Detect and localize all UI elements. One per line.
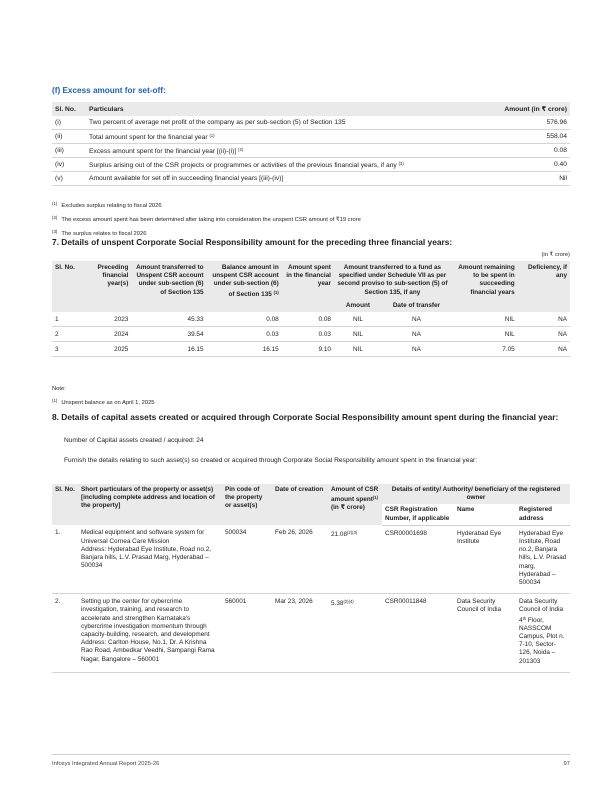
header-balance bbox=[207, 261, 282, 312]
header-entity: Details of entity/ Authority/ beneficiary of the registered owner bbox=[382, 484, 570, 504]
cell-particulars bbox=[78, 525, 222, 593]
footnote-text: The excess amount spent has been determined after taking into consideration the unspent CSR amount of ₹19 crore bbox=[61, 217, 361, 223]
header-registered-address: Registered address bbox=[516, 504, 570, 525]
particulars-text: Surplus arising out of the CSR projects or programmes or activities of the previous financial years, if any bbox=[89, 161, 397, 169]
table-row bbox=[52, 130, 570, 144]
header-particulars: Particulars bbox=[86, 102, 485, 116]
capital-assets-count: Number of Capital assets created / acquired: 24 bbox=[64, 437, 204, 444]
cell-date: Feb 26, 2026 bbox=[272, 525, 328, 593]
header-amount bbox=[328, 484, 382, 525]
cell-particulars bbox=[78, 594, 222, 673]
footnote-text: The surplus relates to fiscal 2026 bbox=[61, 231, 147, 237]
cell-particulars bbox=[86, 130, 485, 144]
cell-fund-amount: NIL bbox=[334, 312, 382, 327]
cell-sl: 3 bbox=[52, 342, 81, 357]
cell-balance: 0.03 bbox=[207, 327, 282, 342]
header-amount: Amount (in ₹ crore) bbox=[485, 102, 570, 116]
header-balance-sup: (1) bbox=[273, 289, 279, 295]
footnote bbox=[52, 198, 361, 212]
cell-deficiency: NA bbox=[518, 312, 570, 327]
cell-spent: 0.03 bbox=[282, 327, 334, 342]
footnote-text: Excludes surplus relating to fiscal 2026 bbox=[61, 203, 162, 209]
cell-particulars bbox=[86, 116, 485, 130]
table-row bbox=[52, 327, 570, 342]
cell-pin: 560001 bbox=[222, 594, 272, 673]
cell-amount: 558.04 bbox=[485, 130, 570, 144]
cell-remaining: NIL bbox=[451, 327, 518, 342]
table-row bbox=[52, 116, 570, 130]
table-header-row bbox=[52, 484, 570, 504]
amount-footnote-mark: (2)(3) bbox=[347, 530, 358, 536]
address-part: Data Security Council of India 4 bbox=[519, 598, 564, 624]
asset-description: Medical equipment and software system for Universal Cornea Care Mission bbox=[81, 529, 205, 545]
cell-spent: 0.08 bbox=[282, 312, 334, 327]
cell-sl-no: (i) bbox=[52, 116, 86, 130]
cell-sl-no: 1. bbox=[52, 525, 78, 593]
cell-amount: 0.08 bbox=[485, 144, 570, 158]
table-row bbox=[52, 594, 570, 673]
section-8-title: 8. Details of capital assets created or acquired through Corporate Social Responsibility amount spent during the financial year: bbox=[52, 412, 559, 422]
cell-name: Hyderabad Eye Institute bbox=[454, 525, 516, 593]
footnote-mark: (2) bbox=[52, 215, 58, 220]
footnote bbox=[52, 212, 361, 226]
header-balance-text: Balance amount in unspent CSR account under sub-section (6) of Section 135 bbox=[212, 264, 279, 298]
header-sl-no: Sl. No. bbox=[52, 484, 78, 525]
table-row bbox=[52, 144, 570, 158]
cell-sl: 2 bbox=[52, 327, 81, 342]
particulars-text: Excess amount spent for the financial year [(ii)-(i)] bbox=[89, 147, 237, 155]
cell-sl-no: (v) bbox=[52, 172, 86, 186]
header-csr-reg: CSR Registration Number, if applicable bbox=[382, 504, 454, 525]
table-row bbox=[52, 312, 570, 327]
cell-transferred: 39.54 bbox=[131, 327, 206, 342]
cell-pin: 500034 bbox=[222, 525, 272, 593]
excess-amount-table bbox=[52, 102, 570, 186]
section-f-title: (f) Excess amount for set-off: bbox=[52, 86, 166, 95]
cell-amount bbox=[328, 594, 382, 673]
section-f-footnotes bbox=[52, 198, 361, 240]
particulars-text: Two percent of average net profit of the company as per sub-section (5) of Section 135 bbox=[89, 119, 346, 126]
footer-page-number: 97 bbox=[563, 761, 570, 767]
amount-footnote-mark: (2)(4) bbox=[343, 599, 354, 605]
cell-transferred: 45.33 bbox=[131, 312, 206, 327]
particulars-footnote-mark: (3) bbox=[398, 160, 404, 166]
table-row bbox=[52, 158, 570, 172]
cell-csr-reg: CSR00011848 bbox=[382, 594, 454, 673]
cell-sl-no: 2. bbox=[52, 594, 78, 673]
note-mark: (1) bbox=[52, 398, 58, 403]
particulars-text: Total amount spent for the financial year bbox=[89, 133, 208, 141]
amount-value: 5.38 bbox=[331, 600, 344, 608]
cell-remaining: NIL bbox=[451, 312, 518, 327]
header-amount-text: Amount of CSR amount spent bbox=[331, 486, 379, 504]
footnote-mark: (3) bbox=[52, 229, 58, 234]
cell-deficiency: NA bbox=[518, 342, 570, 357]
capital-assets-table bbox=[52, 484, 570, 673]
header-spent: Amount spent in the financial year bbox=[282, 261, 334, 312]
cell-deficiency: NA bbox=[518, 327, 570, 342]
cell-balance: 16.15 bbox=[207, 342, 282, 357]
cell-remaining: 7.05 bbox=[451, 342, 518, 357]
footer-report-title: Infosys Integrated Annual Report 2025-26 bbox=[52, 761, 160, 767]
cell-date: Mar 23, 2026 bbox=[272, 594, 328, 673]
address-part: Floor, NASSCOM Campus, Plot n. 7-10, Sector-126, Noida – 201303 bbox=[519, 616, 565, 665]
cell-transferred: 16.15 bbox=[131, 342, 206, 357]
cell-balance: 0.08 bbox=[207, 312, 282, 327]
cell-fund-amount: NIL bbox=[334, 327, 382, 342]
cell-fund-amount: NIL bbox=[334, 342, 382, 357]
cell-amount: Nil bbox=[485, 172, 570, 186]
header-fund-amount: Amount bbox=[334, 300, 382, 312]
footnote-mark: (1) bbox=[52, 201, 58, 206]
cell-year: 2025 bbox=[81, 342, 131, 357]
note-line bbox=[52, 395, 155, 409]
particulars-footnote-mark: (2) bbox=[238, 146, 244, 152]
section-7-title: 7. Details of unspent Corporate Social Responsibility amount for the preceding three financial years: bbox=[52, 237, 453, 247]
table-row bbox=[52, 342, 570, 357]
cell-fund-date: NA bbox=[382, 312, 451, 327]
section-7-note bbox=[52, 384, 155, 409]
header-fund: Amount transferred to a fund as specified under Schedule VII as per second proviso to sub-section (5) of Section 135, if any bbox=[334, 261, 451, 300]
note-label: Note: bbox=[52, 386, 66, 392]
cell-particulars bbox=[86, 144, 485, 158]
header-particulars: Short particulars of the property or asset(s) [including complete address and location of the property] bbox=[78, 484, 222, 525]
header-date: Date of creation bbox=[272, 484, 328, 525]
cell-registered-address bbox=[516, 594, 570, 673]
header-deficiency: Deficiency, if any bbox=[518, 261, 570, 312]
table-row bbox=[52, 525, 570, 593]
asset-description: Setting up the center for cybercrime investigation, training, and research to accelerate and strengthen Karnataka's cybercrime investigation momentum through capacity-building, research, and development bbox=[81, 598, 210, 639]
header-amount-unit: (in ₹ crore) bbox=[331, 504, 365, 512]
cell-amount bbox=[328, 525, 382, 593]
particulars-text: Amount available for set off in succeeding financial years [(iii)-(iv)] bbox=[89, 175, 284, 182]
cell-fund-date: NA bbox=[382, 327, 451, 342]
table-header-row bbox=[52, 102, 570, 116]
cell-spent: 9.10 bbox=[282, 342, 334, 357]
footer-divider bbox=[52, 754, 570, 755]
header-remaining: Amount remaining to be spent in succeeding financial years bbox=[451, 261, 518, 312]
cell-sl-no: (iii) bbox=[52, 144, 86, 158]
header-fund-date: Date of transfer bbox=[382, 300, 451, 312]
capital-assets-details-intro: Furnish the details relating to such asset(s) so created or acquired through Corporate Social Responsibility amount spent in the financial year: bbox=[64, 457, 478, 464]
header-transferred: Amount transferred to Unspent CSR account under sub-section (6) of Section 135 bbox=[131, 261, 206, 312]
asset-address: Address: Carlton House, No.1, Dr. A Krishna Rao Road, Ambedkar Veedhi, Sampangi Rama Nagar, Bangalore – 560001 bbox=[81, 639, 215, 663]
table-header-row bbox=[52, 261, 570, 300]
cell-sl-no: (ii) bbox=[52, 130, 86, 144]
address-ordinal: th bbox=[522, 615, 527, 621]
cell-csr-reg: CSR00001698 bbox=[382, 525, 454, 593]
section-7-unit: (in ₹ crore) bbox=[541, 252, 570, 258]
cell-registered-address: Hyderabad Eye Institute, Road no.2, Banjara hills, L.V. Prasad marg, Hyderabad – 500034 bbox=[516, 525, 570, 593]
cell-year: 2023 bbox=[81, 312, 131, 327]
header-sl-no: Sl. No. bbox=[52, 102, 86, 116]
table-row bbox=[52, 172, 570, 186]
header-amount-sup: (1) bbox=[372, 495, 379, 501]
cell-sl-no: (iv) bbox=[52, 158, 86, 172]
note-text: Unspent balance as on April 1, 2025 bbox=[61, 400, 155, 406]
header-name: Name bbox=[454, 504, 516, 525]
header-sl-no: Sl. No. bbox=[52, 261, 81, 312]
cell-year: 2024 bbox=[81, 327, 131, 342]
cell-fund-date: NA bbox=[382, 342, 451, 357]
unspent-csr-table bbox=[52, 261, 570, 357]
header-year: Preceding financial year(s) bbox=[81, 261, 131, 312]
cell-sl: 1 bbox=[52, 312, 81, 327]
asset-address: Address: Hyderabad Eye Institute, Road no.2, Banjara hills, L.V. Prasad Marg, Hyderabad – 500034 bbox=[81, 545, 212, 570]
cell-amount: 0.40 bbox=[485, 158, 570, 172]
cell-amount: 576.96 bbox=[485, 116, 570, 130]
amount-value: 21.08 bbox=[331, 531, 347, 539]
cell-particulars bbox=[86, 172, 485, 186]
cell-name: Data Security Council of India bbox=[454, 594, 516, 673]
cell-particulars bbox=[86, 158, 485, 172]
particulars-footnote-mark: (1) bbox=[209, 132, 215, 138]
header-pin: Pin code of the property or asset(s) bbox=[222, 484, 272, 525]
